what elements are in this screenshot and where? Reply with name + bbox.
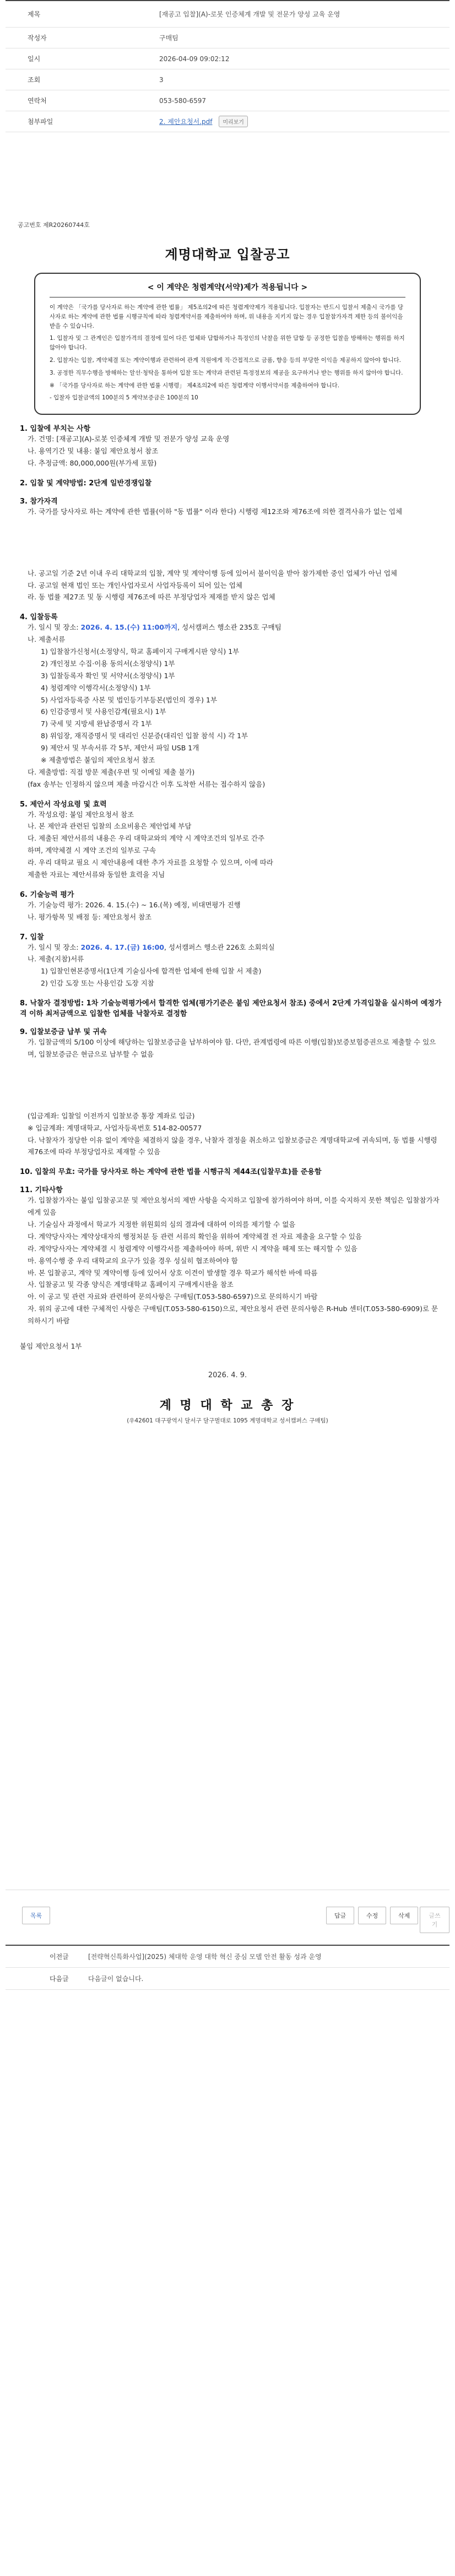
- blank-space: [12, 518, 443, 567]
- section-line: 다. 추정금액: 80,000,000원(부가세 포함): [28, 458, 157, 467]
- attachment-note: 붙임 제안요청서 1부: [20, 1341, 82, 1350]
- next-post-empty: 다음글이 없습니다.: [88, 1975, 144, 1983]
- section-line: 나. 제출서류: [28, 635, 66, 644]
- section-line: 나. 용역기간 및 내용: 붙임 제안요청서 참조: [28, 447, 159, 456]
- section-line: 나. 기술심사 과정에서 학교가 지정한 위원회의 심의 결과에 대하여 이의를 제기할 수 없음: [28, 1220, 296, 1229]
- integrity-text: - 입찰자 입찰금액의 100분의 5 계약보증금은 100분의 10: [50, 394, 198, 402]
- meta-label: 조회: [28, 76, 41, 84]
- section-heading: 3. 참가자격: [20, 497, 58, 506]
- sign-address: (우42601 대구광역시 달서구 달구벌대로 1095 계명대학교 성서캠퍼스 구매팀): [127, 1417, 328, 1424]
- section-line: 가. 건명: [재공고](A)-로봇 인증체계 개발 및 전문가 양성 교육 운영: [28, 435, 230, 443]
- section-heading: 7. 입찰: [20, 933, 44, 941]
- section-line: 자. 위의 공고에 대한 구체적인 사항은 구매팀(T.053-580-6150)으로, 제안요청서 관련 문의사항은 R-Hub 센터(T.053-580-6909)로 문의하시기 바람: [28, 1305, 438, 1325]
- line-prefix: 가. 기술능력 평가:: [28, 900, 85, 909]
- integrity-notice-box: [34, 273, 421, 415]
- section-line: (fax 송부는 인정하지 않으며 제출 마감시간 이후 도착한 서류는 접수하지 않음): [28, 780, 266, 788]
- edit-button[interactable]: 수정: [358, 1907, 386, 1924]
- action-bar: [6, 1890, 449, 1928]
- section-line: [28, 941, 443, 954]
- post-content: [12, 220, 443, 1425]
- meta-row-views: [6, 69, 449, 90]
- post-contact: 053-580-6597: [159, 96, 207, 105]
- section-line: 나. 본 제안과 관련된 입찰의 소요비용은 제안업체 부담: [28, 822, 192, 831]
- section-line: [28, 621, 443, 634]
- section-heading: 11. 기타사항: [20, 1186, 63, 1195]
- doc-item: 5) 사업자등록증 사본 및 법인등기부등본(법인의 경우) 1부: [41, 695, 218, 704]
- section-line: 아. 이 공고 및 관련 자료와 관련하여 문의사항은 구매팀(T.053-580-6597)으로 문의하시기 바람: [28, 1292, 318, 1301]
- reply-button[interactable]: 답글: [326, 1907, 354, 1924]
- doc-item: 2) 개인정보 수집·이용 동의서(소정양식) 1부: [41, 659, 175, 668]
- meta-row-attachment: [6, 111, 449, 132]
- doc-item: 1) 입찰참가신청서(소정양식, 학교 홈페이지 구매게시판 양식) 1부: [41, 647, 240, 656]
- doc-item: 4) 청렴계약 이행각서(소정양식) 1부: [41, 683, 151, 692]
- doc-item: 8) 위임장, 재직증명서 및 대리인 신분증(대리인 입찰 참석 시) 각 1부: [41, 732, 248, 740]
- attachment-cell: [134, 116, 449, 127]
- attachment-link[interactable]: 2. 제안요청서.pdf: [159, 118, 213, 126]
- section-line: 다. 제출방법: 직접 방문 제출(우편 및 이메일 제출 불가): [28, 767, 195, 776]
- section-line: 가. 작성요령: 붙임 제안요청서 참조: [28, 810, 134, 819]
- highlight-date: 2026. 4. 17.(금) 16:00: [80, 943, 165, 951]
- prev-post-link[interactable]: [전략혁신특화사업](2025) 체대학 운영 대학 혁신 중심 모델 안전 활동 성과 운영: [88, 1953, 322, 1961]
- line-suffix: , 성서캠퍼스 행소관 226호 소회의실: [164, 943, 275, 951]
- meta-label: 연락처: [28, 97, 47, 105]
- section-line: 다. 제출된 제안서류의 내용은 우리 대학교와의 계약 시 계약조건의 일부로 간주: [28, 834, 265, 843]
- sign-organization: 계 명 대 학 교 총 장: [159, 1398, 296, 1413]
- section-heading: 4. 입찰등록: [20, 613, 58, 622]
- doc-item: 7) 국세 및 지방세 완납증명서 각 1부: [41, 719, 152, 728]
- section-line: ※ 입금계좌: 계명대학교, 사업자등록번호 514-82-00577: [28, 1123, 202, 1132]
- section-line: 라. 우리 대학교 필요 시 제안내용에 대한 추가 자료를 요청할 수 있으며, 이에 따라: [28, 858, 274, 867]
- nav-row-prev: [6, 1946, 449, 1968]
- section-line: 마. 용역수행 중 우리 대학교의 요구가 있을 경우 성실히 협조하여야 함: [28, 1256, 238, 1265]
- line-suffix: 2026. 4. 15.(수) ~ 16.(목) 예정, 비대면평가 진행: [85, 900, 241, 909]
- nav-label: 이전글: [50, 1953, 69, 1961]
- post-views: 3: [159, 75, 164, 84]
- section-line: 바. 본 입찰공고, 계약 및 계약이행 등에 있어서 상호 이견이 발생할 경우 학교가 해석한 바에 따름: [28, 1268, 318, 1277]
- meta-row-contact: [6, 90, 449, 111]
- blank-space: [12, 1060, 443, 1110]
- doc-item: 9) 제안서 및 부속서류 각 5부, 제안서 파일 USB 1개: [41, 744, 199, 753]
- section-heading: 2. 입찰 및 계약방법: 2단계 일반경쟁입찰: [20, 479, 152, 488]
- notice-number: 공고번호 제R20260744호: [18, 221, 90, 229]
- doc-item: 1) 입찰인현본증명서(1단계 기술심사에 합격한 업체에 한해 입찰 서 제출): [41, 967, 262, 976]
- post-navigation: [6, 1945, 449, 1990]
- section-heading: 1. 입찰에 부치는 사항: [20, 425, 91, 434]
- document-title: 계명대학교 입찰공고: [165, 247, 290, 262]
- meta-row-title: [6, 1, 449, 28]
- line-prefix: 가. 일시 및 장소:: [28, 943, 81, 951]
- nav-row-next: [6, 1968, 449, 1990]
- post-title: [재공고 입찰](A)-로봇 인증체계 개발 및 전문가 양성 교육 운영: [159, 10, 340, 18]
- doc-note: ※ 제출방법은 붙임의 제안요청서 참조: [41, 755, 155, 764]
- meta-label: 제목: [28, 10, 41, 18]
- section-heading: 10. 입찰의 무효: 국가를 당사자로 하는 계약에 관한 법률 시행규칙 제44조(입찰무효)를 준용함: [20, 1168, 322, 1177]
- section-line: 다. 계약당사자는 계약상대자의 행정처분 등 관련 서류의 확인을 위하여 계약체결 전 자료 제출을 요구할 수 있음: [28, 1232, 362, 1241]
- section-heading: 5. 제안서 작성요령 및 효력: [20, 800, 107, 809]
- write-button[interactable]: 글쓰기: [420, 1907, 449, 1933]
- integrity-text: 2. 입찰자는 입찰, 계약체결 또는 계약이행과 관련하여 관계 직원에게 직·간접적으로 금품, 향응 등의 부당한 이익을 제공하지 않아야 합니다.: [50, 356, 401, 364]
- doc-item: 6) 인감증명서 및 사용인감계(필요시) 1부: [41, 707, 166, 716]
- doc-item: 3) 입찰등록자 확인 및 서약서(소정양식) 1부: [41, 671, 175, 680]
- section-heading: 9. 입찰보증금 납부 및 귀속: [20, 1028, 107, 1037]
- integrity-text: 이 계약은 「국가를 당사자로 하는 계약에 관한 법률」 제5조의2에 따른 청렴계약제가 적용됩니다. 입찰자는 반드시 입찰서 제출시 국가를 당사자로 하는 계약에 관한 법률 시행규칙에 따라 청렴계약서를 제출하여야 하며, 위 내용을 지키지 않는 경우 입찰참가자격 제한 등의 불이익을 받을 수 있습니다.: [50, 304, 404, 329]
- meta-row-date: [6, 48, 449, 69]
- integrity-box-title: < 이 계약은 청렴계약(서약)제가 적용됩니다 >: [50, 282, 405, 297]
- meta-label: 첨부파일: [28, 118, 53, 126]
- line-prefix: 가. 일시 및 장소:: [28, 623, 81, 632]
- section-line: 나. 평가항목 및 배점 등: 제안요청서 참조: [28, 912, 152, 921]
- section-line: 나. 제출(지참)서류: [28, 955, 84, 964]
- section-heading: 6. 기술능력 평가: [20, 890, 74, 899]
- integrity-text: 3. 공정한 직무수행을 방해하는 알선·청탁을 통하여 입찰 또는 계약과 관련된 특정정보의 제공을 요구하거나 받는 행위를 하지 않아야 합니다.: [50, 369, 403, 376]
- meta-label: 작성자: [28, 34, 47, 42]
- section-line: 가. 입찰참가자는 붙임 입찰공고문 및 제안요청서의 제반 사항을 숙지하고 입찰에 참가하여야 하며, 이를 숙지하지 못한 책임은 입찰참가자에게 있음: [28, 1196, 440, 1217]
- preview-button[interactable]: 미리보기: [219, 116, 248, 127]
- section-line: 사. 입찰공고 및 각종 양식은 계명대학교 홈페이지 구매게시판을 참조: [28, 1280, 234, 1289]
- section-line: [28, 899, 443, 911]
- section-line: 라. 계약당사자는 계약체결 시 청렴계약 이행각서를 제출하여야 하며, 위반 시 계약을 해제 또는 해지할 수 있음: [28, 1244, 358, 1253]
- section-line: 가. 입찰금액의 5/100 이상에 해당하는 입찰보증금을 납부하여야 함. 다만, 관계법령에 따른 이행(입찰)보증보험증권으로 제출할 수 있으며, 입찰보증금은 현금으로 납부할 수 없음: [28, 1038, 436, 1058]
- section-line: 다. 낙찰자가 정당한 이유 없이 계약을 체결하지 않을 경우, 낙찰자 결정을 취소하고 입찰보증금은 계명대학교에 귀속되며, 동 법률 시행령 제76조에 따라 부정당업자로 제재할 수 있음: [28, 1135, 437, 1156]
- section-heading: 8. 낙찰자 결정방법: 1차 기술능력평가에서 합격한 업체(평가기준은 붙임 제안요청서 참조) 중에서 2단계 가격입찰을 실시하여 예정가격 이하 최저금액으로 입찰한 업체를 낙찰자로 결정함: [20, 999, 442, 1019]
- meta-label: 일시: [28, 55, 41, 63]
- section-line: 하며, 계약체결 시 계약 조건의 일부로 구속: [28, 846, 156, 855]
- sign-date: 2026. 4. 9.: [208, 1371, 247, 1379]
- integrity-text: 1. 입찰자 및 그 관계인은 입찰가격의 결정에 있어 다른 업체와 담합하거나 특정인의 낙찰을 위한 담합 등 공정한 입찰을 방해하는 행위를 하지 않아야 합니다.: [50, 335, 405, 351]
- section-line: 가. 국가를 당사자로 하는 계약에 관한 법률(이하 "동 법률" 이라 한다) 시행령 제12조와 제76조에 의한 결격사유가 없는 업체: [28, 507, 403, 516]
- section-line: 다. 공고일 현재 법인 또는 개인사업자로서 사업자등록이 되어 있는 업체: [28, 581, 242, 589]
- post-meta-table: [6, 0, 449, 132]
- list-button[interactable]: 목록: [22, 1907, 50, 1924]
- post-author: 구매팀: [159, 34, 178, 42]
- post-date: 2026-04-09 09:02:12: [159, 55, 230, 63]
- section-line: 나. 공고일 기준 2년 이내 우리 대학교의 입찰, 계약 및 계약이행 등에 있어서 불이익을 받아 참가제한 중인 업체가 아닌 업체: [28, 569, 397, 577]
- section-line: 제출한 자료는 제안서류와 동일한 효력을 지님: [28, 870, 165, 879]
- section-line: 라. 동 법률 제27조 및 동 시행령 제76조에 따른 부정당업자 제재를 받지 않은 업체: [28, 593, 275, 602]
- line-suffix: , 성서캠퍼스 행소관 235호 구매팀: [177, 623, 281, 632]
- integrity-text: ※ 「국가를 당사자로 하는 계약에 관한 법률 시행령」 제4조의2에 따른 청렴계약 이행서약서를 제출하여야 합니다.: [50, 382, 340, 389]
- nav-label: 다음글: [50, 1975, 69, 1983]
- highlight-date: 2026. 4. 15.(수) 11:00까지: [80, 623, 178, 632]
- doc-item: 2) 인감 도장 또는 사용인감 도장 지참: [41, 979, 154, 988]
- meta-row-author: [6, 28, 449, 48]
- delete-button[interactable]: 삭제: [390, 1907, 418, 1924]
- section-line: (입금계좌: 입찰일 이전까지 입찰보증 통장 계좌로 입금): [28, 1111, 195, 1120]
